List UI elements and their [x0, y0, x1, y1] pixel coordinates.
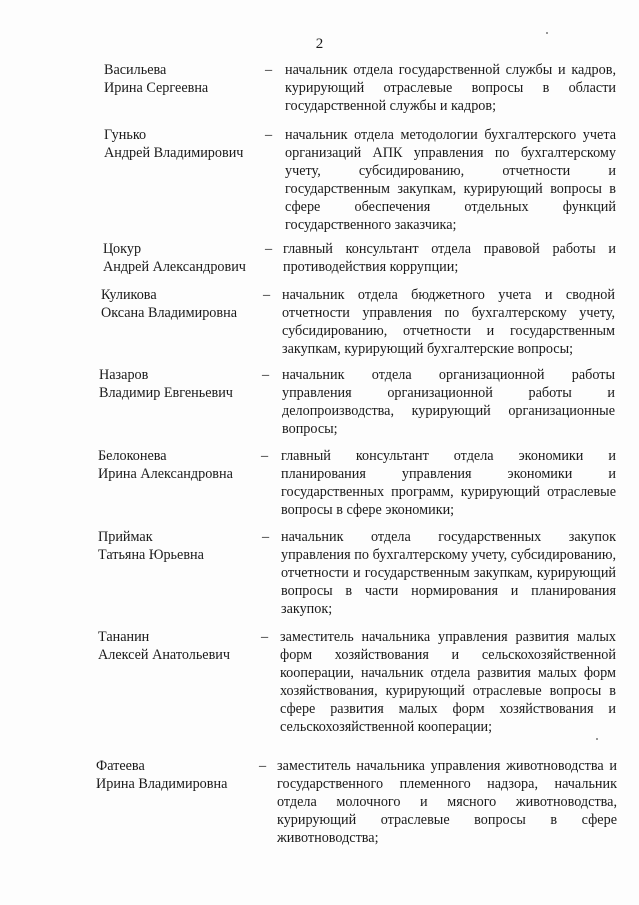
- given-names: Ирина Александровна: [98, 466, 233, 482]
- page-number: 2: [315, 36, 324, 52]
- person-name: [98, 628, 268, 664]
- surname: Тананин: [98, 629, 150, 645]
- person-name: [98, 447, 268, 483]
- surname: Гунько: [104, 127, 147, 143]
- person-name: [99, 366, 269, 402]
- position-description: заместитель начальника управления развития малых форм хозяйствования и сельскохозяйственной кооперации, начальник отдела развития малых форм хозяйствования, курирующий отраслевые вопросы в сфере развития малых форм хозяйствования и сельскохозяйственной кооперации;: [280, 629, 616, 735]
- list-item: [98, 447, 616, 522]
- given-names: Алексей Анатольевич: [98, 647, 231, 663]
- surname: Назаров: [99, 367, 149, 383]
- position-description: заместитель начальника управления животноводства и государственного племенного надзора, начальник отдела молочного и мясного животноводства, курирующий отраслевые вопросы в сфере животноводства;: [277, 758, 617, 846]
- given-names: Андрей Владимирович: [104, 145, 244, 161]
- list-item: [98, 628, 617, 743]
- position-description: главный консультант отдела экономики и планирования управления экономики и государственных программ, курирующий отраслевые вопросы в сфере экономики;: [281, 448, 616, 518]
- surname: Белоконева: [98, 448, 167, 464]
- position-description: начальник отдела организационной работы управления организационной работы и делопроизводства, курирующий организационные вопросы;: [282, 367, 615, 437]
- dash-separator: –: [259, 758, 267, 774]
- list-item: [99, 366, 615, 441]
- surname: Приймак: [98, 529, 153, 545]
- person-name: [103, 240, 273, 276]
- dash-separator: –: [262, 367, 270, 383]
- list-item: [104, 61, 616, 121]
- list-item: [104, 126, 616, 236]
- position-description: начальник отдела государственных закупок управления по бухгалтерскому учету, субсидированию, отчетности и государственным закупкам, курирующий вопросы в части нормирования и планирования закупок;: [281, 529, 616, 617]
- surname: Цокур: [103, 241, 142, 257]
- dash-separator: –: [261, 629, 269, 645]
- given-names: Ирина Владимировна: [96, 776, 228, 792]
- position-description: начальник отдела государственной службы и кадров, курирующий отраслевые вопросы в области государственной службы и кадров;: [285, 62, 616, 114]
- given-names: Татьяна Юрьевна: [98, 547, 204, 563]
- dash-separator: –: [265, 62, 273, 78]
- dash-separator: –: [265, 127, 273, 143]
- person-name: [96, 757, 266, 793]
- surname: Фатеева: [96, 758, 145, 774]
- person-name: [98, 528, 268, 564]
- dash-separator: –: [265, 241, 273, 257]
- given-names: Андрей Александрович: [103, 259, 246, 275]
- list-item: [96, 757, 616, 852]
- given-names: Владимир Евгеньевич: [99, 385, 233, 401]
- list-item: [98, 528, 616, 623]
- person-name: [101, 286, 271, 322]
- position-description: главный консультант отдела правовой работы и противодействия коррупции;: [283, 241, 616, 275]
- given-names: Оксана Владимировна: [101, 305, 237, 321]
- list-item: [101, 286, 615, 361]
- position-description: начальник отдела бюджетного учета и сводной отчетности управления по бухгалтерскому учету, субсидированию, отчетности и государственным закупкам, курирующий бухгалтерские вопросы;: [282, 287, 615, 357]
- dash-separator: –: [263, 287, 271, 303]
- list-item: [103, 240, 616, 280]
- given-names: Ирина Сергеевна: [104, 80, 209, 96]
- surname: Васильева: [104, 62, 167, 78]
- dash-separator: –: [261, 448, 269, 464]
- dash-separator: –: [262, 529, 270, 545]
- person-name: [104, 61, 274, 97]
- scan-speck: [546, 32, 548, 34]
- position-description: начальник отдела методологии бухгалтерского учета организаций АПК управления по бухгалтерскому учету, субсидированию, отчетности и государственным закупкам, курирующий вопросы в сфере обеспечения отдельных функций государственного заказчика;: [285, 127, 616, 233]
- surname: Куликова: [101, 287, 157, 303]
- person-name: [104, 126, 274, 162]
